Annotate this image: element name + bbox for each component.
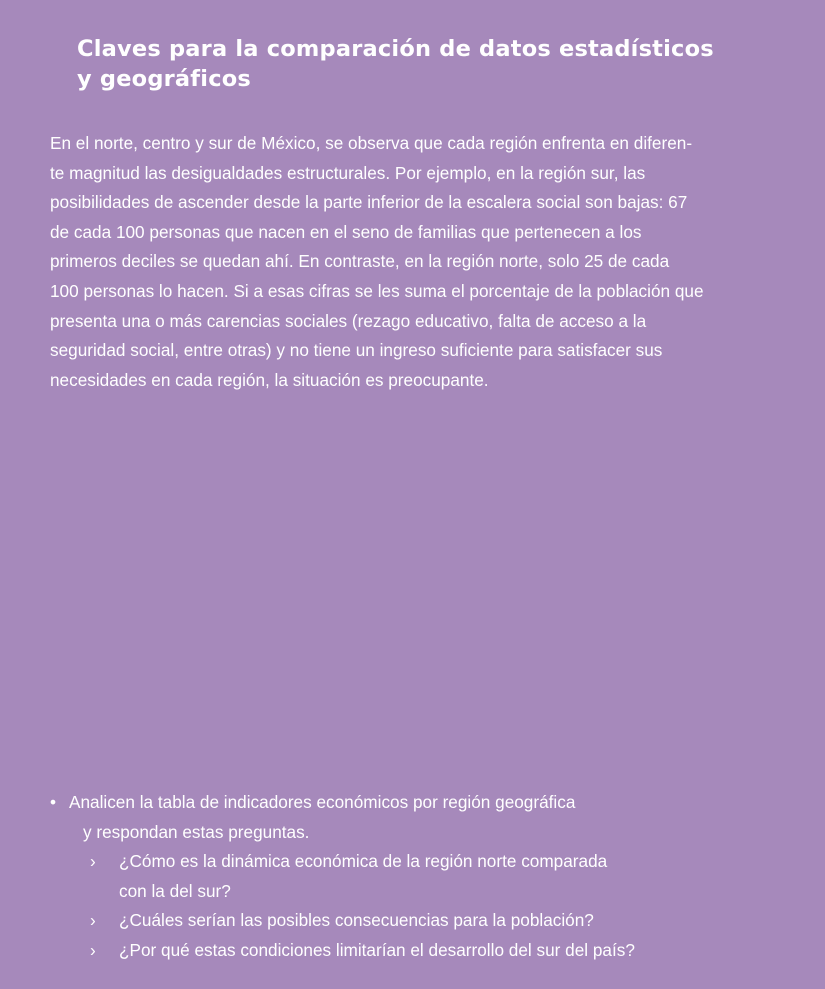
- chevron-right-icon: ›: [90, 851, 96, 872]
- paragraph-line: En el norte, centro y sur de México, se observa que cada región enfrenta en diferen-: [50, 133, 693, 153]
- question-item: [50, 936, 635, 966]
- paragraph-line: necesidades en cada región, la situación es preocupante.: [50, 369, 489, 390]
- question-item: [50, 847, 635, 877]
- question-text: ¿Por qué estas condiciones limitarían el desarrollo del sur del país?: [119, 939, 635, 960]
- chevron-right-icon: ›: [90, 910, 96, 931]
- body-paragraph: [50, 129, 704, 395]
- paragraph-line: posibilidades de ascender desde la parte inferior de la escalera social son bajas: 67: [50, 192, 688, 213]
- question-text: ¿Cuáles serían las posibles consecuencias para la población?: [119, 910, 594, 931]
- activity-list: [50, 788, 635, 966]
- list-item-continuation: [50, 818, 635, 848]
- list-item: [50, 788, 635, 818]
- title-line: y geográficos: [77, 66, 251, 92]
- chevron-right-icon: ›: [90, 939, 96, 960]
- paragraph-line: presenta una o más carencias sociales (rezago educativo, falta de acceso a la: [50, 310, 647, 331]
- bullet-icon: •: [50, 792, 57, 812]
- question-item: [50, 906, 635, 936]
- question-continuation: [50, 877, 635, 907]
- list-item-text: Analicen la tabla de indicadores económicos por región geográfica: [69, 792, 576, 812]
- title-line: Claves para la comparación de datos estadísticos: [77, 36, 714, 62]
- paragraph-line: seguridad social, entre otras) y no tiene un ingreso suficiente para satisfacer sus: [50, 340, 663, 361]
- paragraph-line: primeros deciles se quedan ahí. En contraste, en la región norte, solo 25 de cada: [50, 251, 670, 272]
- paragraph-line: de cada 100 personas que nacen en el seno de familias que pertenecen a los: [50, 221, 642, 242]
- list-item-text: y respondan estas preguntas.: [83, 821, 310, 842]
- paragraph-line: te magnitud las desigualdades estructurales. Por ejemplo, en la región sur, las: [50, 162, 646, 183]
- section-title: [77, 34, 714, 94]
- question-text: ¿Cómo es la dinámica económica de la región norte comparada: [119, 851, 608, 872]
- question-text: con la del sur?: [119, 880, 231, 901]
- paragraph-line: 100 personas lo hacen. Si a esas cifras se les suma el porcentaje de la población que: [50, 280, 704, 301]
